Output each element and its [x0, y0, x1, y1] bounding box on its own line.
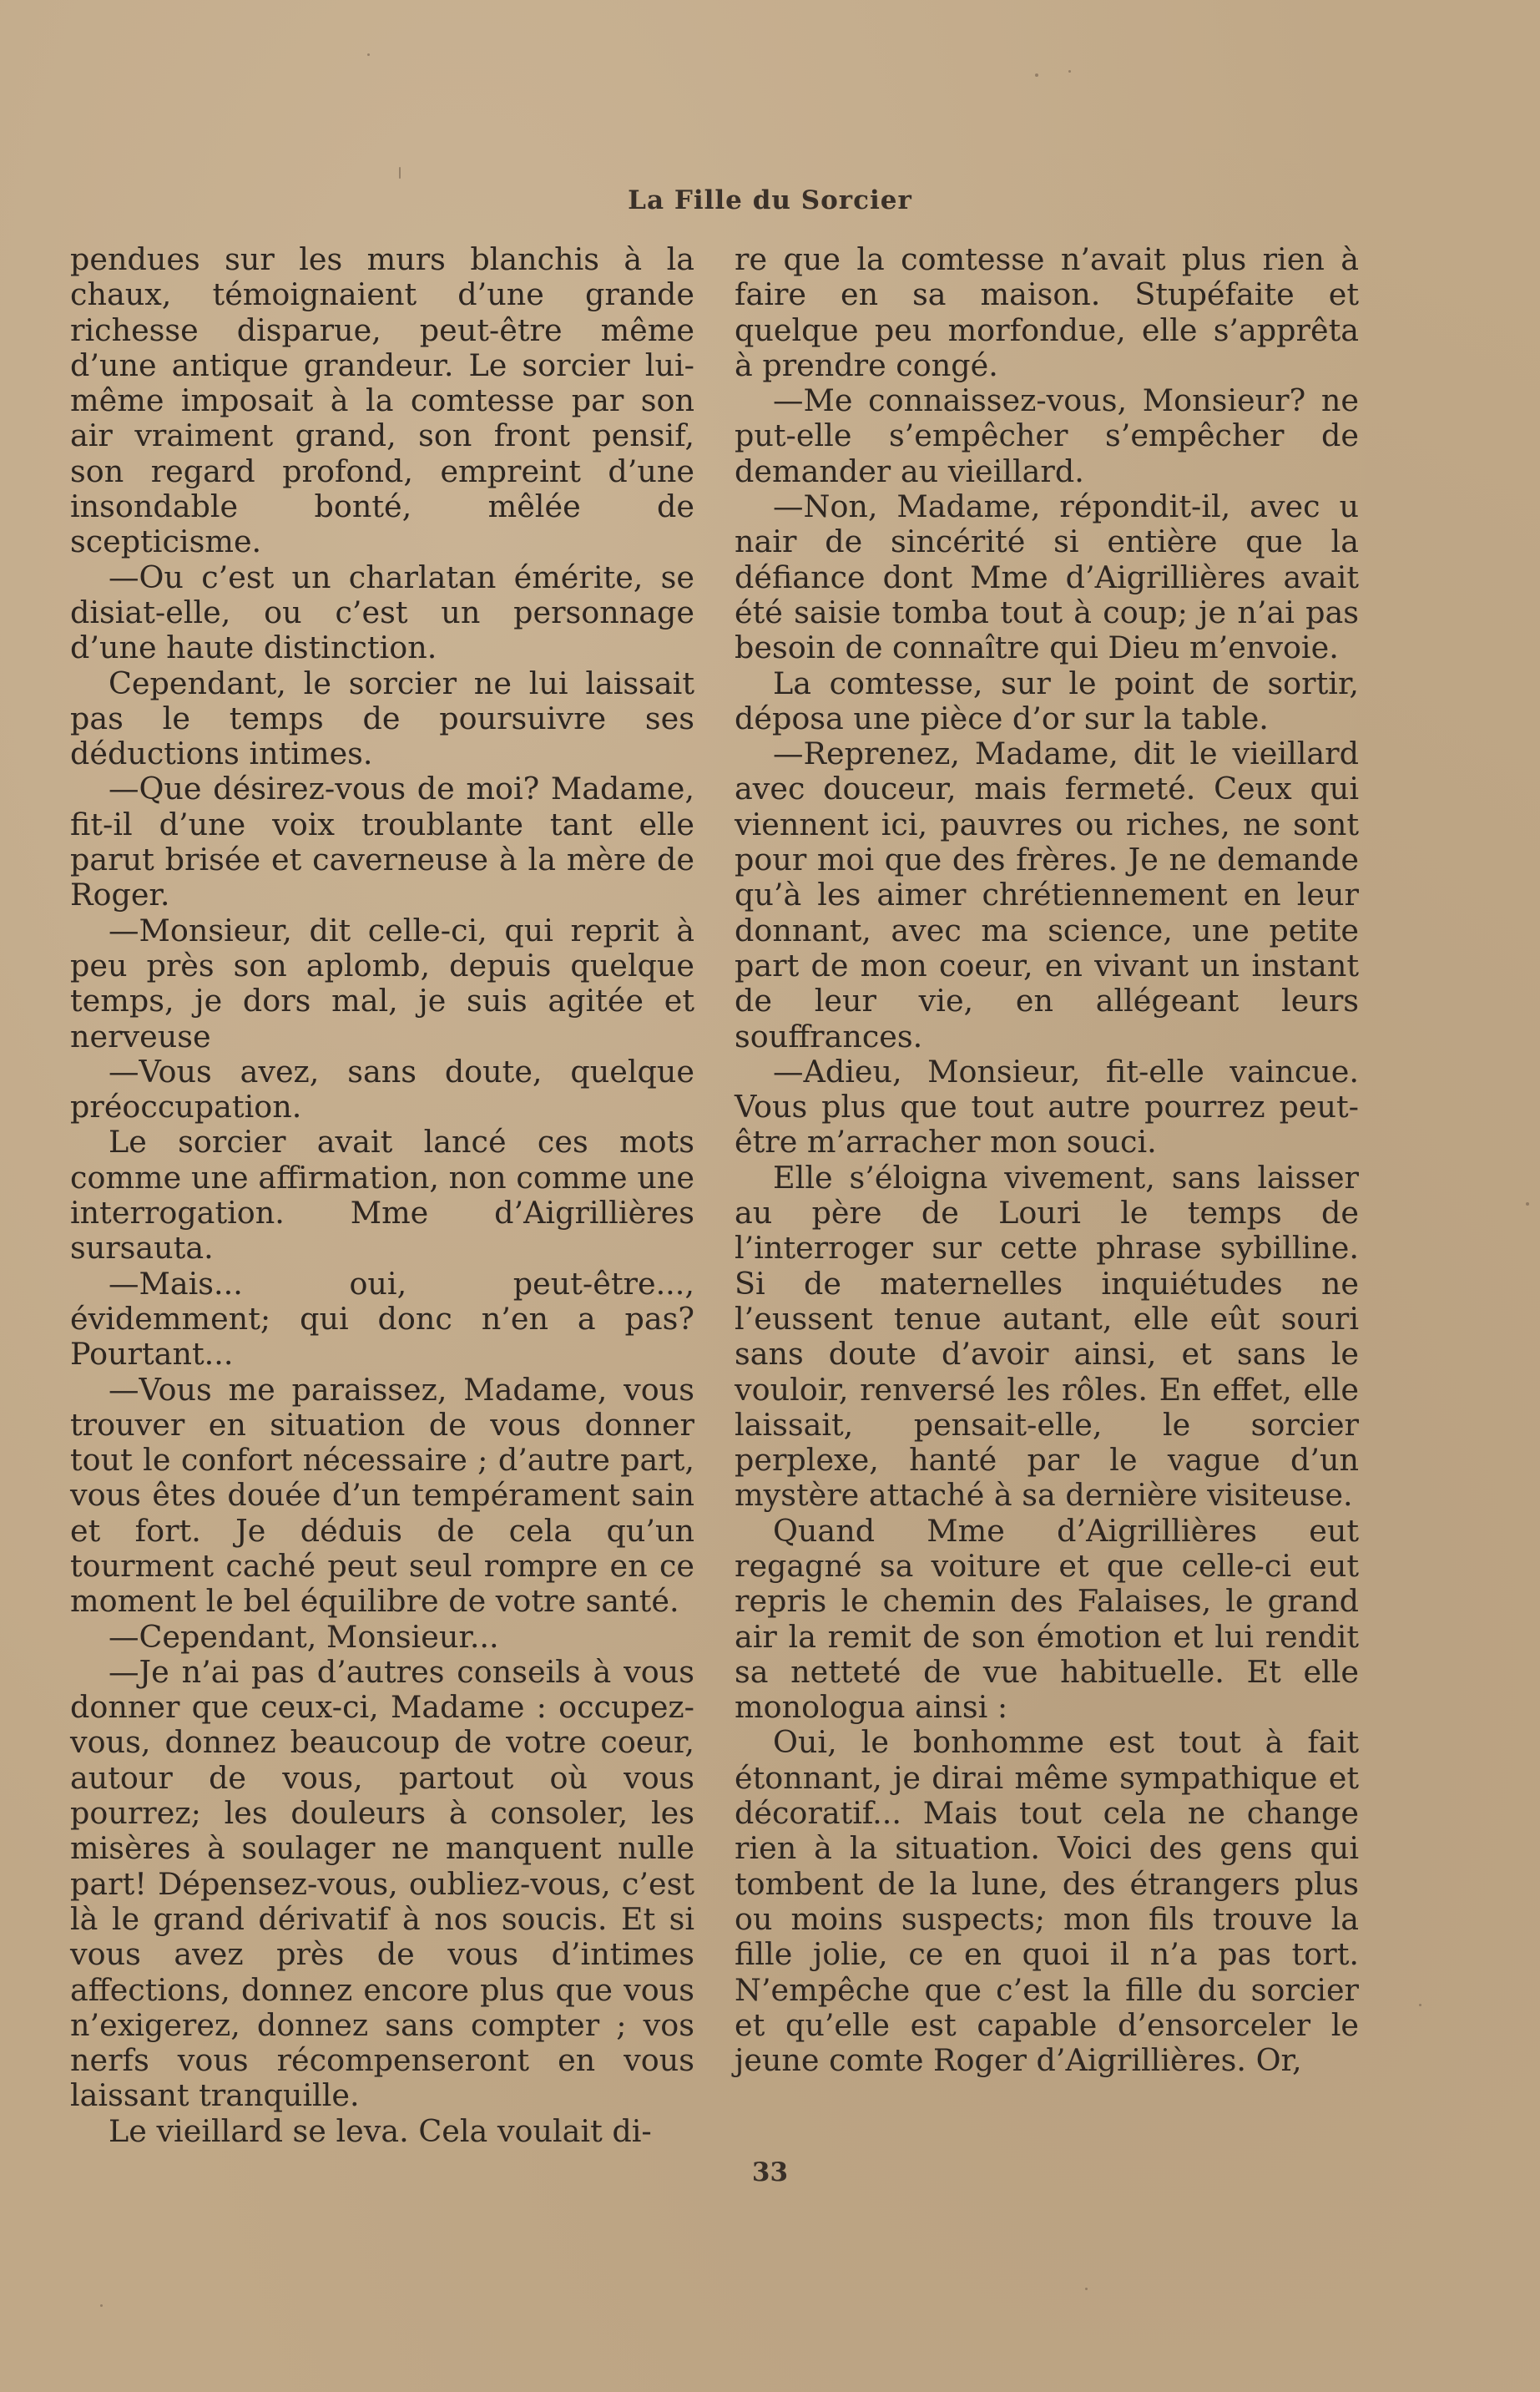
- paragraph: —Monsieur, dit celle-ci, qui reprit à peu près son aplomb, depuis quelque temps, je dors mal, je suis agitée et nerveuse: [70, 912, 694, 1054]
- paragraph: —Vous me paraissez, Madame, vous trouver en situation de vous donner tout le confort nécessaire ; d’autre part, vous êtes douée d’un tempérament sain et fort. Je déduis de cela qu’un tourment caché peut seul rompre en ce moment le bel équilibre de votre santé.: [70, 1371, 694, 1620]
- paragraph: —Mais... oui, peut-être..., évidemment; qui donc n’en a pas? Pourtant...: [70, 1265, 694, 1373]
- page-number: 33: [751, 2157, 789, 2187]
- paragraph: —Que désirez-vous de moi? Madame, fit-il d’une voix troublante tant elle parut brisée et caverneuse à la mère de Roger.: [70, 771, 694, 913]
- right-column: [735, 242, 1359, 2078]
- left-column: [70, 242, 694, 2149]
- paragraph: Cependant, le sorcier ne lui laissait pas le temps de poursuivre ses déductions intimes.: [70, 665, 694, 772]
- running-head: La Fille du Sorcier: [628, 185, 912, 215]
- paragraph: —Reprenez, Madame, dit le vieillard avec douceur, mais fermeté. Ceux qui viennent ici, pauvres ou riches, ne sont pour moi que des frères. Je ne demande qu’à les aimer chrétiennement en leur donnant, avec ma science, une petite part de mon coeur, en vivant un instant de leur vie, en allégeant leurs souffrances.: [735, 736, 1359, 1054]
- paragraph: Oui, le bonhomme est tout à fait étonnant, je dirai même sympathique et décoratif... Mais tout cela ne change rien à la situation. Voici des gens qui tombent de la lune, des étrangers plus ou moins suspects; mon fils trouve la fille jolie, ce en quoi il n’a pas tort. N’empêche que c’est la fille du sorcier et qu’elle est capable d’ensorceler le jeune comte Roger d’Aigrillières. Or,: [735, 1724, 1359, 2079]
- paragraph: —Me connaissez-vous, Monsieur? ne put-elle s’empêcher s’empêcher de demander au vieillard.: [735, 382, 1359, 489]
- paragraph: —Cependant, Monsieur...: [109, 1618, 499, 1655]
- paragraph: Quand Mme d’Aigrillières eut regagné sa voiture et que celle-ci eut repris le chemin des Falaises, le grand air la remit de son émotion et lui rendit sa netteté de vue habituelle. Et elle monologua ainsi :: [735, 1512, 1359, 1726]
- paragraph: —Ou c’est un charlatan émérite, se disiat-elle, ou c’est un personnage d’une haute distinction.: [70, 559, 694, 666]
- paragraph: —Je n’ai pas d’autres conseils à vous donner que ceux-ci, Madame : occupez-vous, donnez beaucoup de votre coeur, autour de vous, partout où vous pourrez; les douleurs à consoler, les misères à soulager ne manquent nulle part! Dépensez-vous, oubliez-vous, c’est là le grand dérivatif à nos soucis. Et si vous avez près de vous d’intimes affections, donnez encore plus que vous n’exigerez, donnez sans compter ; vos nerfs vous récompenseront en vous laissant tranquille.: [70, 1653, 694, 2114]
- paragraph: —Non, Madame, répondit-il, avec u nair de sincérité si entière que la défiance dont Mme d’Aigrillières avait été saisie tomba tout à coup; je n’ai pas besoin de connaître qui Dieu m’envoie.: [735, 488, 1359, 666]
- paragraph: Le vieillard se leva. Cela voulait di-: [109, 2112, 652, 2149]
- paragraph: —Vous avez, sans doute, quelque préoccupation.: [70, 1053, 694, 1125]
- paragraph: pendues sur les murs blanchis à la chaux, témoignaient d’une grande richesse disparue, peut-être même d’une antique grandeur. Le sorcier lui-même imposait à la comtesse par son air vraiment grand, son front pensif, son regard profond, empreint d’une insondable bonté, mêlée de scepticisme.: [70, 241, 694, 560]
- paragraph: Elle s’éloigna vivement, sans laisser au père de Louri le temps de l’interroger sur cette phrase sybilline. Si de maternelles inquiétudes ne l’eussent tenue autant, elle eût souri sans doute d’avoir ainsi, et sans le vouloir, renversé les rôles. En effet, elle laissait, pensait-elle, le sorcier perplexe, hanté par le vague d’un mystère attaché à sa dernière visiteuse.: [735, 1159, 1359, 1514]
- paragraph: re que la comtesse n’avait plus rien à faire en sa maison. Stupéfaite et quelque peu morfondue, elle s’apprêta à prendre congé.: [735, 241, 1359, 383]
- paragraph: —Adieu, Monsieur, fit-elle vaincue. Vous plus que tout autre pourrez peut-être m’arracher mon souci.: [735, 1053, 1359, 1161]
- paragraph: La comtesse, sur le point de sortir, déposa une pièce d’or sur la table.: [735, 665, 1359, 736]
- paragraph: Le sorcier avait lancé ces mots comme une affirmation, non comme une interrogation. Mme d’Aigrillières sursauta.: [70, 1124, 694, 1267]
